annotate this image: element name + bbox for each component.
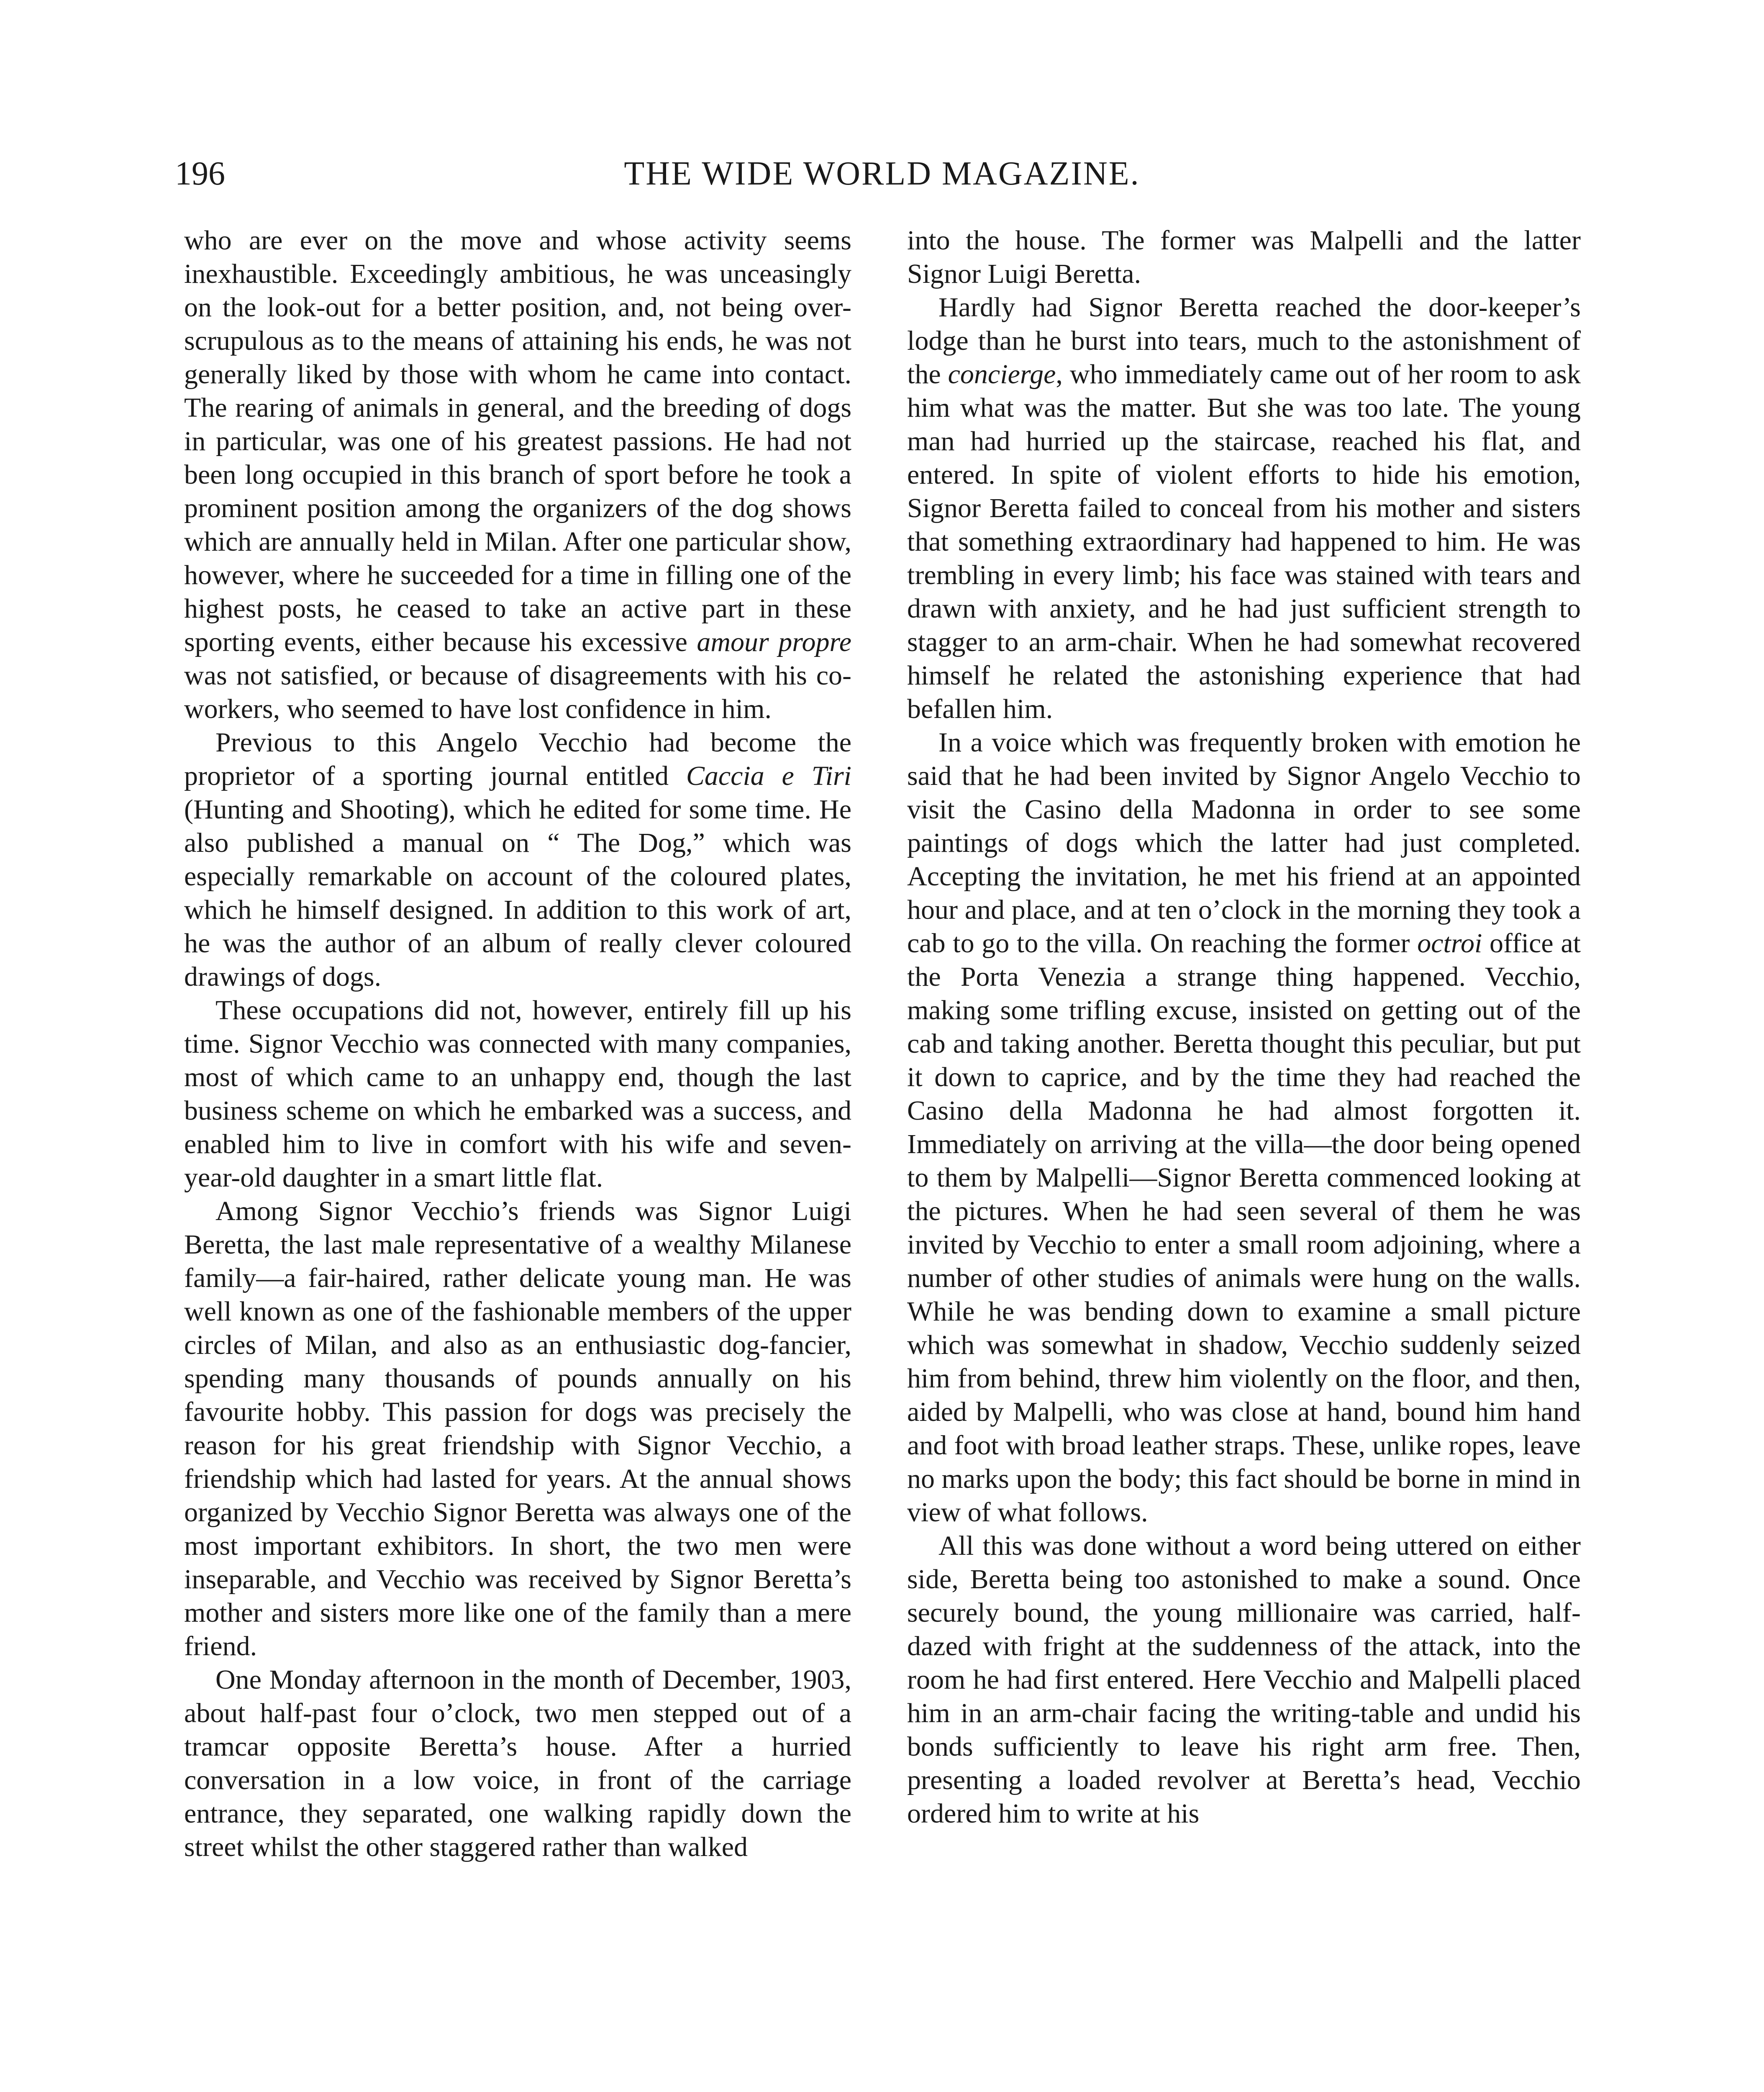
right-p3-end: office at the Porta Venezia a strange thing happened. Vecchio, making some trifling excuse, insisted on getting out of the cab and taking another. Beretta thought this peculiar, but put it down to caprice, and by the time they had reached the Casino della Madonna he had almost forgotten it. Immediately on arriving at the villa—the door being opened to them by Malpelli—Signor Beretta commenced looking at the pictures. When he had seen several of them he was invited by Vecchio to enter a small room adjoining, where a number of other studies of animals were hung on the walls. While he was bending down to examine a small picture which was somewhat in shadow, Vecchio suddenly seized him from behind, threw him violently on the floor, and then, aided by Malpelli, who was close at hand, bound him hand and foot with broad leather straps. These, unlike ropes, leave no marks upon the body; this fact should be borne in mind in view of what follows.	[907, 928, 1581, 1528]
right-p3-start: In a voice which was frequently broken with emotion he said that he had been invited by Signor Angelo Vecchio to visit the Casino della Madonna in order to see some paintings of dogs which the latter had just completed. Accepting the invitation, he met his friend at an appointed hour and place, and at ten o’clock in the morning they took a cab to go to the villa. On reaching the former	[907, 727, 1581, 959]
running-title: THE WIDE WORLD MAGAZINE.	[624, 155, 1140, 192]
left-column	[184, 224, 851, 1864]
right-paragraph-2	[907, 291, 1581, 726]
right-paragraph-3	[907, 726, 1581, 1529]
right-column	[907, 224, 1581, 1830]
left-p2-italic: Caccia e Tiri	[686, 761, 851, 791]
left-paragraph-1	[184, 224, 851, 726]
left-paragraph-5: One Monday afternoon in the month of December, 1903, about half-past four o’clock, two men stepped out of a tramcar opposite Beretta’s house. After a hurried conversation in a low voice, in front of the carriage entrance, they separated, one walking rapidly down the street whilst the other staggered rather than walked	[184, 1664, 851, 1862]
left-p2-end: (Hunting and Shooting), which he edited for some time. He also published a manual on “ The Dog,” which was especially remarkable on account of the coloured plates, which he himself designed. In addition to this work of art, he was the author of an album of really clever coloured drawings of dogs.	[184, 794, 851, 992]
left-p1-italic: amour propre	[697, 627, 851, 657]
left-paragraph-3: These occupations did not, however, entirely fill up his time. Signor Vecchio was connected with many companies, most of which came to an unhappy end, though the last business scheme on which he embarked was a success, and enabled him to live in comfort with his wife and seven-year-old daughter in a smart little flat.	[184, 995, 851, 1193]
left-paragraph-4: Among Signor Vecchio’s friends was Signor Luigi Beretta, the last male representative of a wealthy Milanese family—a fair-haired, rather delicate young man. He was well known as one of the fashionable members of the upper circles of Milan, and also as an enthusiastic dog-fancier, spending many thousands of pounds annually on his favourite hobby. This passion for dogs was precisely the reason for his great friendship with Signor Vecchio, a friendship which had lasted for years. At the annual shows organized by Vecchio Signor Beretta was always one of the most important exhibitors. In short, the two men were inseparable, and Vecchio was received by Signor Beretta’s mother and sisters more like one of the family than a mere friend.	[184, 1196, 851, 1661]
left-p2-start: Previous to this Angelo Vecchio had become the proprietor of a sporting journal entitled	[184, 727, 851, 791]
right-p2-italic: concierge	[948, 359, 1056, 390]
left-paragraph-2	[184, 726, 851, 994]
right-p2-start: Hardly had Signor Beretta reached the door-keeper’s lodge than he burst into tears, much to the astonishment of the	[907, 292, 1581, 390]
left-p1-end: was not satisfied, or because of disagreements with his co-workers, who seemed to have lost confidence in him.	[184, 660, 851, 724]
right-p3-italic: octroi	[1417, 928, 1482, 959]
right-paragraph-1: into the house. The former was Malpelli and the latter Signor Luigi Beretta.	[907, 225, 1581, 289]
left-p1-text: who are ever on the move and whose activity seems inexhaustible. Exceedingly ambitious, he was unceasingly on the look-out for a better position, and, not being over-scrupulous as to the means of attaining his ends, he was not generally liked by those with whom he came into contact. The rearing of animals in general, and the breeding of dogs in particular, was one of his greatest passions. He had not been long occupied in this branch of sport before he took a prominent position among the organizers of the dog shows which are annually held in Milan. After one particular show, however, where he succeeded for a time in filling one of the highest posts, he ceased to take an active part in these sporting events, either because his excessive	[184, 225, 851, 657]
page-number: 196	[175, 155, 225, 192]
right-p2-end: , who immediately came out of her room to ask him what was the matter. But she was too late. The young man had hurried up the staircase, reached his flat, and entered. In spite of violent efforts to hide his emotion, Signor Beretta failed to conceal from his mother and sisters that something extraordinary had happened to him. He was trembling in every limb; his face was stained with tears and drawn with anxiety, and he had just sufficient strength to stagger to an arm-chair. When he had somewhat recovered himself he related the astonishing experience that had befallen him.	[907, 359, 1581, 724]
right-paragraph-4: All this was done without a word being uttered on either side, Beretta being too astonished to make a sound. Once securely bound, the young millionaire was carried, half-dazed with fright at the suddenness of the attack, into the room he had first entered. Here Vecchio and Malpelli placed him in an arm-chair facing the writing-table and undid his bonds sufficiently to leave his right arm free. Then, presenting a loaded revolver at Beretta’s head, Vecchio ordered him to write at his	[907, 1531, 1581, 1829]
